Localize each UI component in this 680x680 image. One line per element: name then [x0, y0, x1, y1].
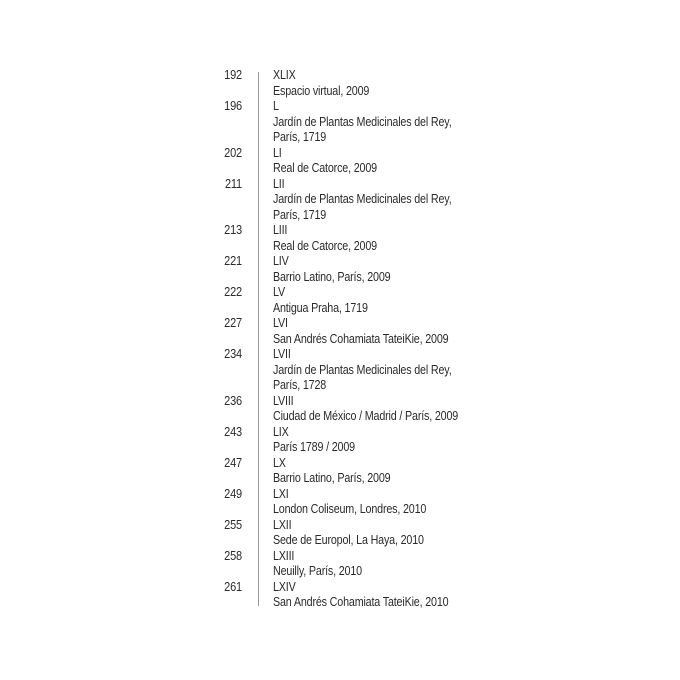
toc-entry [0, 177, 680, 224]
toc-roman-numeral: LX [273, 455, 286, 470]
toc-entry-text [273, 177, 623, 224]
toc-entry-text [273, 99, 623, 146]
toc-entry-text [273, 456, 623, 487]
toc-entry-title-line: París, 1719 [273, 207, 327, 222]
toc-page-number: 243 [224, 424, 242, 439]
toc-entry [0, 146, 680, 177]
toc-page-number: 202 [224, 145, 242, 160]
toc-page-number: 236 [224, 393, 242, 408]
toc-roman-numeral: LV [273, 285, 286, 299]
toc-page-number: 196 [224, 99, 242, 113]
toc-entry-text [273, 580, 623, 611]
toc-entry-text [273, 254, 623, 285]
toc-roman-numeral: XLIX [273, 68, 296, 82]
toc-entry-title-line: Espacio virtual, 2009 [273, 83, 370, 98]
toc-entry-text [273, 518, 623, 549]
toc-entry-text [273, 316, 623, 347]
toc-entry-text [273, 223, 623, 254]
toc-page-number: 211 [224, 176, 242, 191]
toc-entry [0, 223, 680, 254]
toc-entry-text [273, 425, 623, 456]
toc-entry-title-line: Barrio Latino, París, 2009 [273, 471, 391, 485]
toc-roman-numeral: LIX [273, 424, 289, 439]
toc-entry-title-line: Real de Catorce, 2009 [273, 238, 377, 253]
toc-entry-text [273, 549, 623, 580]
toc-roman-numeral: LVIII [273, 393, 294, 408]
toc-entry [0, 285, 680, 316]
toc-page-number: 261 [224, 579, 242, 594]
toc-entry-title-line: Ciudad de México / Madrid / París, 2009 [273, 409, 459, 423]
toc-entry-text [273, 68, 623, 99]
toc-entry [0, 549, 680, 580]
toc-entry-title-line: San Andrés Cohamiata TateiKie, 2009 [273, 331, 449, 346]
toc-entry [0, 394, 680, 425]
toc-entry-text [273, 146, 623, 177]
toc-page-number: 221 [224, 254, 242, 268]
toc-entry-title-line: París 1789 / 2009 [273, 440, 355, 454]
toc-entry-text [273, 487, 623, 518]
toc-entry [0, 68, 680, 99]
toc-entry-title-line: Real de Catorce, 2009 [273, 161, 377, 175]
toc-entry [0, 254, 680, 285]
toc-entry-title-line: San Andrés Cohamiata TateiKie, 2010 [273, 595, 449, 609]
toc-entry-title-line: París, 1719 [273, 130, 327, 144]
toc-roman-numeral: LIII [273, 223, 288, 237]
toc-roman-numeral: LXIII [273, 548, 295, 563]
table-of-contents [0, 68, 680, 611]
toc-entry-title-line: Sede de Europol, La Haya, 2010 [273, 533, 424, 547]
toc-entry [0, 456, 680, 487]
toc-entry-title-line: London Coliseum, Londres, 2010 [273, 502, 427, 516]
toc-entry-title-line: Neuilly, París, 2010 [273, 564, 362, 578]
toc-page-number: 258 [224, 548, 242, 563]
toc-page-number: 249 [224, 486, 242, 501]
toc-page-number: 227 [224, 316, 242, 330]
toc-entry-title-line: Barrio Latino, París, 2009 [273, 269, 391, 284]
toc-entry [0, 99, 680, 146]
toc-entry [0, 347, 680, 394]
toc-entry [0, 518, 680, 549]
toc-entry [0, 316, 680, 347]
toc-entry-text [273, 285, 623, 316]
toc-roman-numeral: LXIV [273, 579, 296, 594]
toc-roman-numeral: LXI [273, 486, 289, 501]
toc-page-number: 234 [224, 347, 242, 361]
toc-entry-title-line: Jardín de Plantas Medicinales del Rey, [273, 114, 452, 129]
toc-entry-text [273, 347, 623, 394]
toc-roman-numeral: LXII [273, 517, 292, 532]
toc-entry [0, 580, 680, 611]
toc-entry [0, 487, 680, 518]
toc-page-number: 192 [224, 68, 242, 82]
toc-entry-text [273, 394, 623, 425]
toc-entry-title-line: Jardín de Plantas Medicinales del Rey, [273, 362, 452, 377]
toc-roman-numeral: LI [273, 145, 282, 160]
toc-entry-title-line: Antigua Praha, 1719 [273, 300, 368, 315]
toc-entry-title-line: Jardín de Plantas Medicinales del Rey, [273, 192, 452, 206]
toc-entry [0, 425, 680, 456]
toc-page-number: 222 [224, 285, 242, 299]
toc-roman-numeral: LVII [273, 347, 291, 361]
toc-roman-numeral: LII [273, 176, 285, 191]
toc-roman-numeral: LVI [273, 316, 288, 330]
toc-roman-numeral: L [273, 99, 279, 113]
toc-entry-title-line: París, 1728 [273, 378, 327, 392]
toc-page-number: 213 [224, 223, 242, 237]
toc-page-number: 247 [224, 455, 242, 470]
toc-roman-numeral: LIV [273, 254, 289, 268]
toc-page-number: 255 [224, 517, 242, 532]
